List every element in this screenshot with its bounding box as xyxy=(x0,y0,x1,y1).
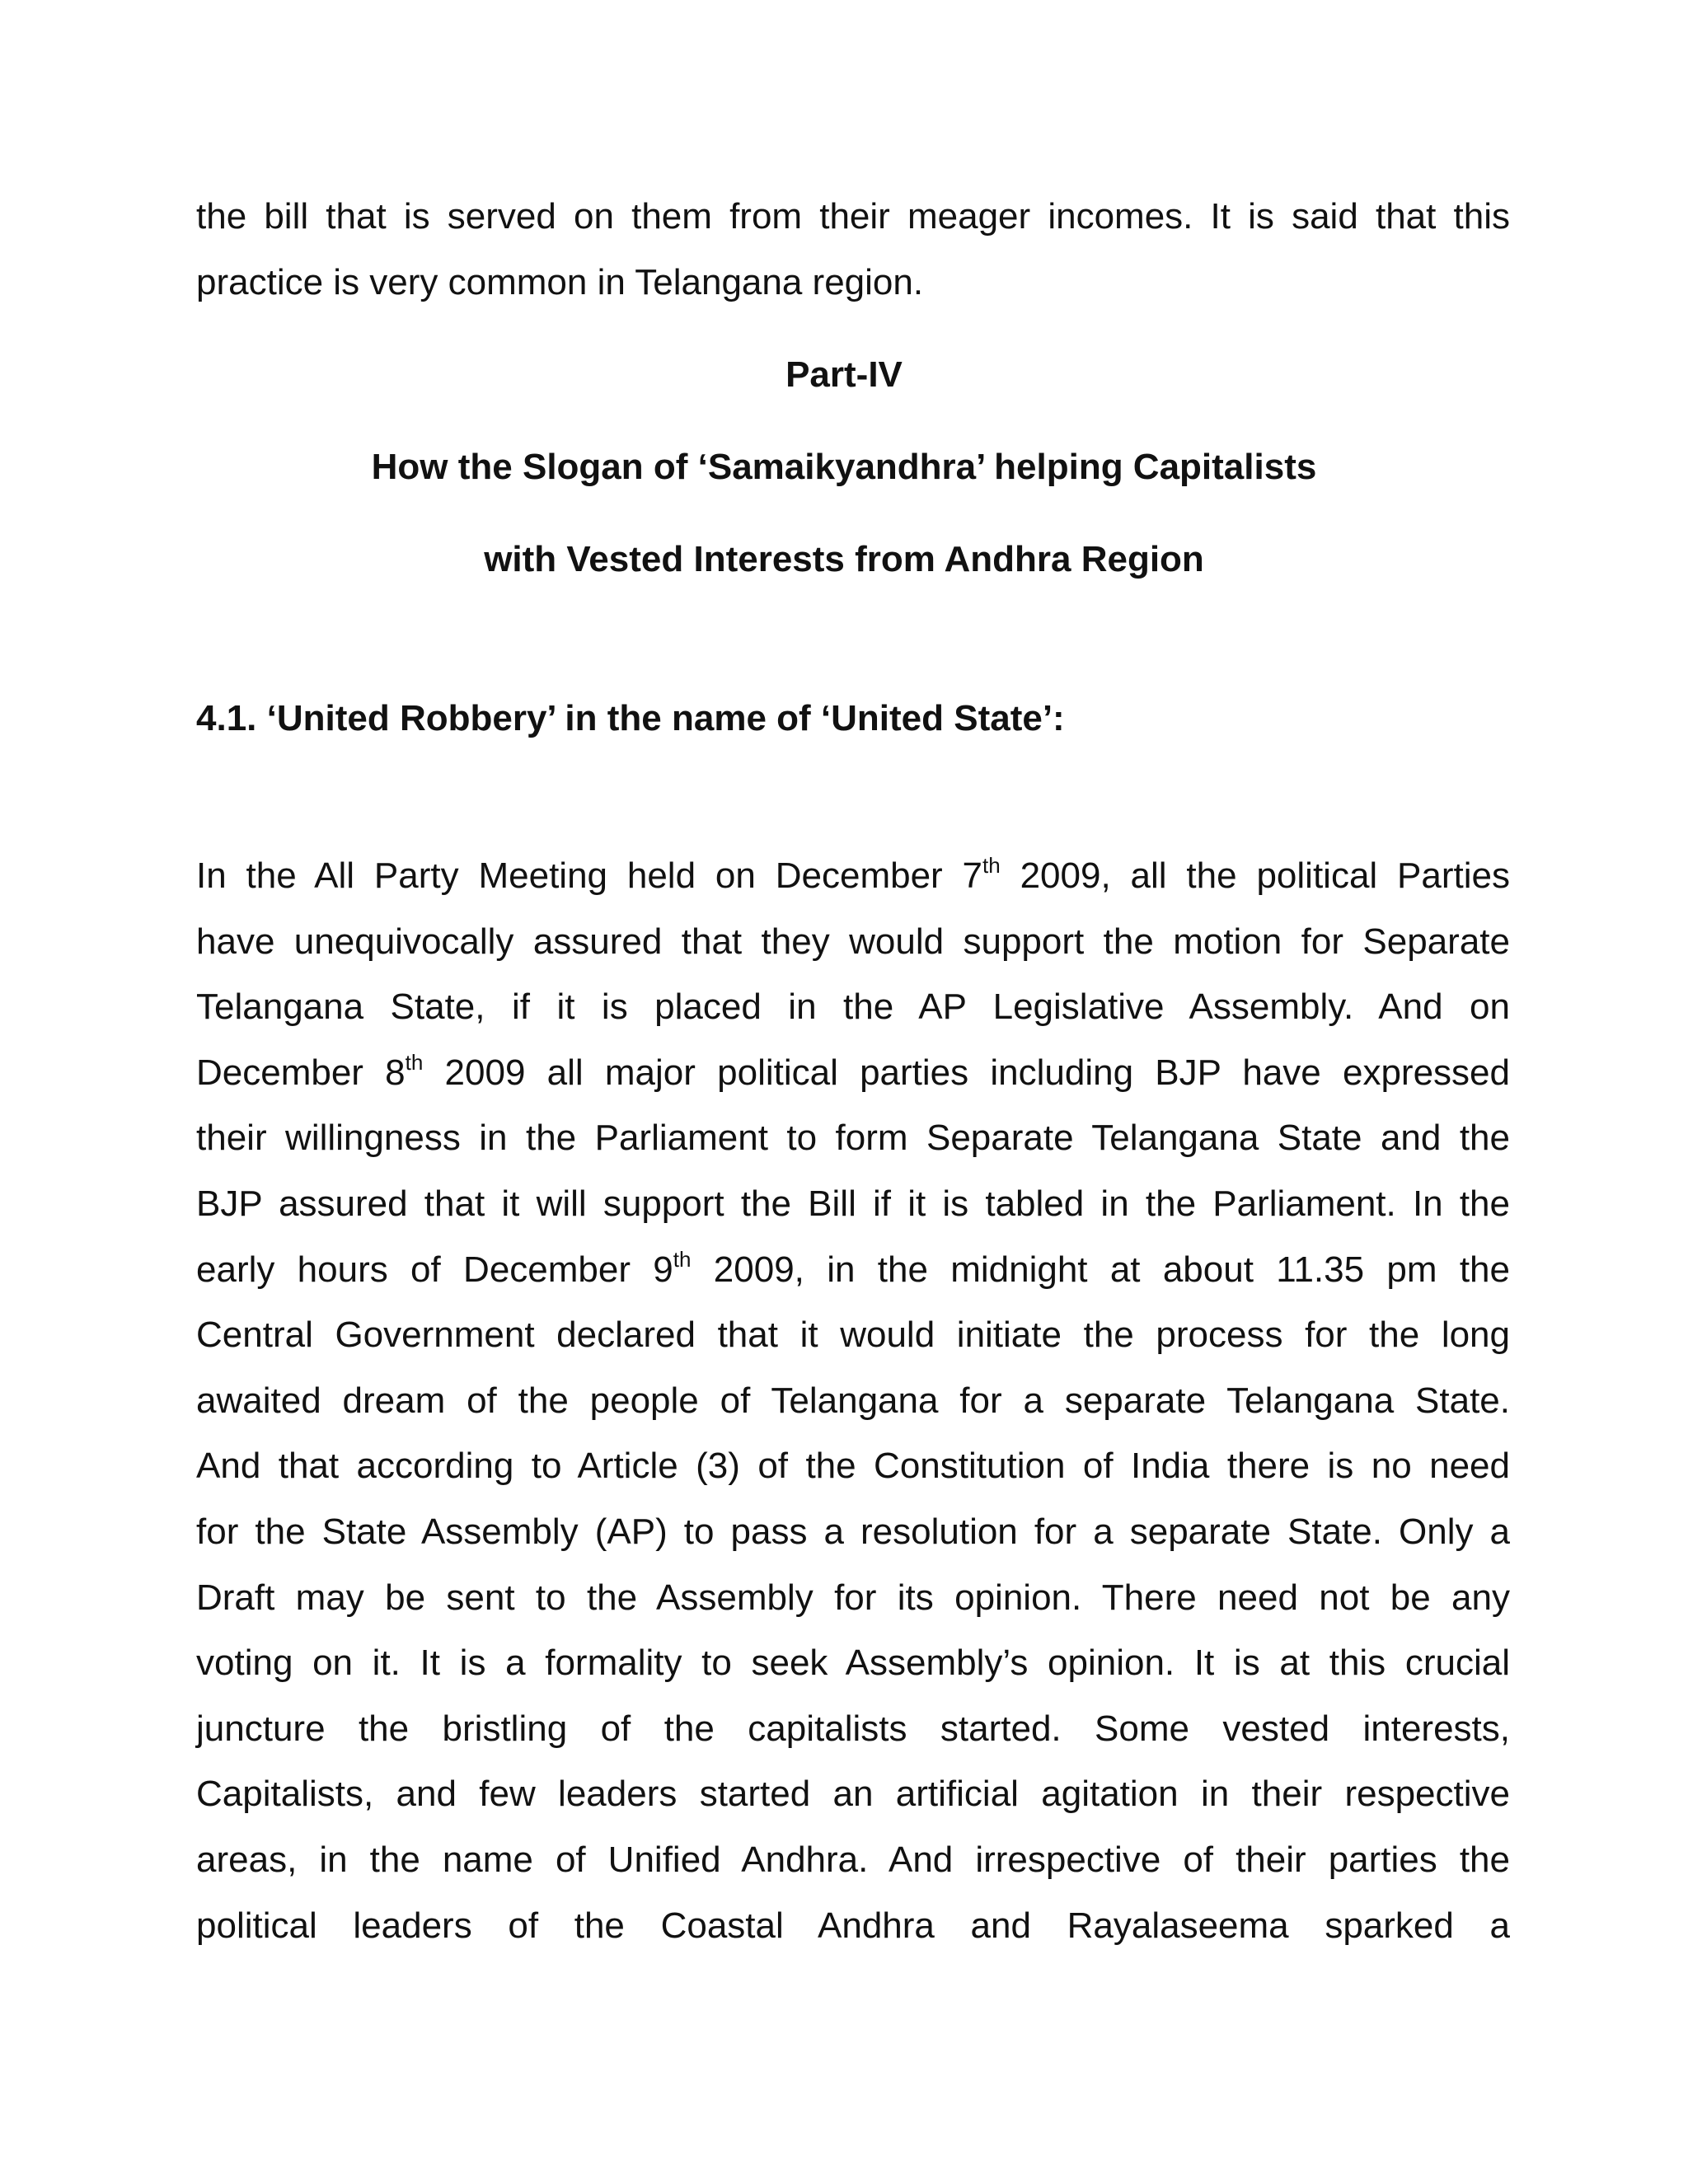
body-line-7 xyxy=(196,1249,1510,1291)
body-line-10: And that according to Article (3) of the Constitution of India there is no need xyxy=(196,1446,1510,1486)
body-line-1-text-a: In the All Party Meeting held on December 7 xyxy=(196,855,983,896)
part-title-line-2: with Vested Interests from Andhra Region xyxy=(484,539,1204,579)
body-line-11: for the State Assembly (AP) to pass a resolution for a separate State. Only a xyxy=(196,1511,1510,1552)
body-line-4 xyxy=(196,1052,1510,1094)
part-title-line-1: How the Slogan of ‘Samaikyandhra’ helping Capitalists xyxy=(371,447,1317,487)
body-line-17: political leaders of the Coastal Andhra and Rayalaseema sparked a xyxy=(196,1905,1510,1946)
ordinal-suffix: th xyxy=(982,853,1001,878)
part-label: Part-IV xyxy=(785,354,903,395)
body-line-5: their willingness in the Parliament to form Separate Telangana State and the xyxy=(196,1118,1510,1158)
intro-line-1: the bill that is served on them from their meager incomes. It is said that this xyxy=(196,196,1510,237)
body-line-7-text-a: early hours of December 9 xyxy=(196,1249,673,1290)
body-line-12: Draft may be sent to the Assembly for its opinion. There need not be any xyxy=(196,1577,1510,1618)
body-line-15: Capitalists, and few leaders started an artificial agitation in their respective xyxy=(196,1774,1510,1814)
body-line-1 xyxy=(196,855,1510,898)
body-line-4-text-b: 2009 all major political parties including BJP have expressed xyxy=(423,1052,1510,1093)
body-line-6: BJP assured that it will support the Bill if it is tabled in the Parliament. In the xyxy=(196,1183,1510,1224)
body-line-4-text-a: December 8 xyxy=(196,1052,406,1093)
body-line-8: Central Government declared that it would initiate the process for the long xyxy=(196,1315,1510,1355)
intro-line-2: practice is very common in Telangana region. xyxy=(196,262,924,302)
ordinal-suffix: th xyxy=(405,1050,424,1075)
body-line-1-text-b: 2009, all the political Parties xyxy=(1000,855,1511,896)
body-line-14: juncture the bristling of the capitalists started. Some vested interests, xyxy=(196,1708,1510,1749)
section-heading: 4.1. ‘United Robbery’ in the name of ‘United State’: xyxy=(196,698,1065,738)
ordinal-suffix: th xyxy=(673,1247,692,1272)
body-line-2: have unequivocally assured that they would support the motion for Separate xyxy=(196,921,1510,962)
body-line-9: awaited dream of the people of Telangana for a separate Telangana State. xyxy=(196,1380,1510,1421)
body-line-7-text-b: 2009, in the midnight at about 11.35 pm the xyxy=(691,1249,1510,1290)
body-line-13: voting on it. It is a formality to seek Assembly’s opinion. It is at this crucial xyxy=(196,1643,1510,1683)
body-line-3: Telangana State, if it is placed in the AP Legislative Assembly. And on xyxy=(196,987,1510,1027)
body-line-16: areas, in the name of Unified Andhra. And irrespective of their parties the xyxy=(196,1840,1510,1880)
